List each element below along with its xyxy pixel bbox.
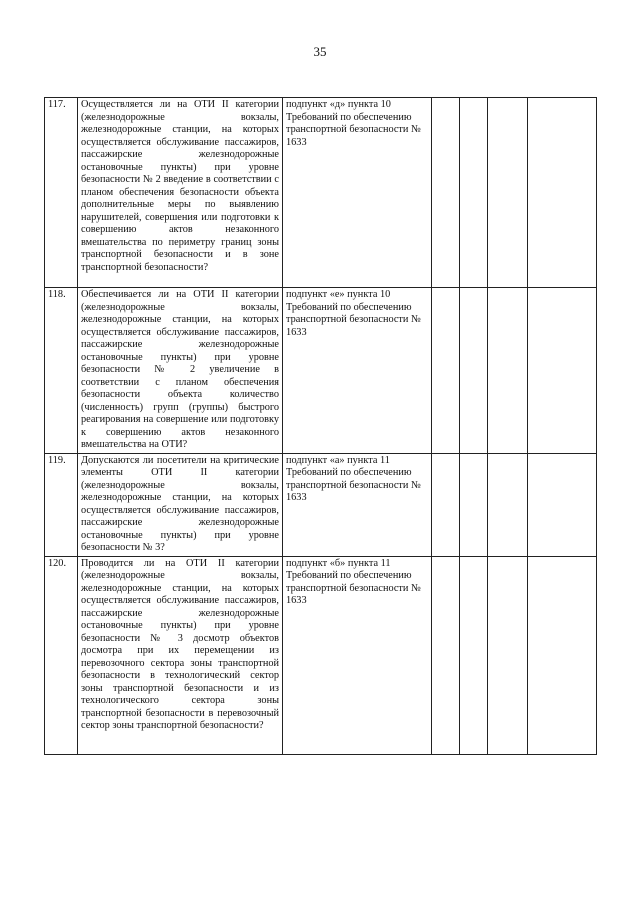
answer-cell-no[interactable] <box>460 98 488 288</box>
answer-cell-yes[interactable] <box>432 288 460 454</box>
answer-cell-na[interactable] <box>488 288 528 454</box>
answer-cell-yes[interactable] <box>432 98 460 288</box>
answer-cell-no[interactable] <box>460 556 488 754</box>
question-text: Допускаются ли посетители на критические элементы ОТИ II категории (железнодорожные вокзалы, железнодорожные станции, на которых осуществляется обслуживание пассажиров, пассажирские железнодорожные остановочные пункты) при уровне безопасности № 3? <box>78 453 283 556</box>
comment-cell[interactable] <box>528 453 597 556</box>
legal-reference: подпункт «б» пункта 11 Требований по обеспечению транспортной безопасности № 1633 <box>283 556 432 754</box>
legal-reference: подпункт «а» пункта 11 Требований по обеспечению транспортной безопасности № 1633 <box>283 453 432 556</box>
answer-cell-yes[interactable] <box>432 453 460 556</box>
answer-cell-yes[interactable] <box>432 556 460 754</box>
question-text: Проводится ли на ОТИ II категории (железнодорожные вокзалы, железнодорожные станции, на которых осуществляется обслуживание пассажиров, пассажирские железнодорожные остановочные пункты) при уровне безопасности № 3 досмотр объектов досмотра при их перемещении из перевозочного сектора зоны транспортной безопасности в технологический сектор зоны транспортной безопасности и из технологического сектора зоны транспортной безопасности в перевозочный сектор зоны транспортной безопасности? <box>78 556 283 754</box>
legal-reference: подпункт «е» пункта 10 Требований по обеспечению транспортной безопасности № 1633 <box>283 288 432 454</box>
question-text: Осуществляется ли на ОТИ II категории (железнодорожные вокзалы, железнодорожные станции, на которых осуществляется обслуживание пассажиров, пассажирские железнодорожные остановочные пункты) при уровне безопасности № 2 введение в соответствии с планом обеспечения безопасности объекта дополнительные меры по выявлению нарушителей, совершения или подготовки к совершению актов незаконного вмешательства по периметру границ зоны транспортной безопасности и в зоне транспортной безопасности? <box>78 98 283 288</box>
comment-cell[interactable] <box>528 288 597 454</box>
row-number: 120. <box>45 556 78 754</box>
answer-cell-na[interactable] <box>488 556 528 754</box>
answer-cell-no[interactable] <box>460 288 488 454</box>
table-row <box>45 556 597 754</box>
answer-cell-na[interactable] <box>488 453 528 556</box>
table-row <box>45 288 597 454</box>
question-text: Обеспечивается ли на ОТИ II категории (железнодорожные вокзалы, железнодорожные станции, на которых осуществляется обслуживание пассажиров, пассажирские железнодорожные остановочные пункты) при уровне безопасности № 2 увеличение в соответствии с планом обеспечения безопасности объекта количество (численность) групп (группы) быстрого реагирования на совершение или подготовку к совершению актов незаконного вмешательства на ОТИ? <box>78 288 283 454</box>
answer-cell-no[interactable] <box>460 453 488 556</box>
comment-cell[interactable] <box>528 98 597 288</box>
row-number: 118. <box>45 288 78 454</box>
answer-cell-na[interactable] <box>488 98 528 288</box>
page-number: 35 <box>313 44 327 59</box>
table-row <box>45 98 597 288</box>
table-row <box>45 453 597 556</box>
checklist-table <box>44 97 597 755</box>
row-number: 117. <box>45 98 78 288</box>
comment-cell[interactable] <box>528 556 597 754</box>
legal-reference: подпункт «д» пункта 10 Требований по обеспечению транспортной безопасности № 1633 <box>283 98 432 288</box>
row-number: 119. <box>45 453 78 556</box>
